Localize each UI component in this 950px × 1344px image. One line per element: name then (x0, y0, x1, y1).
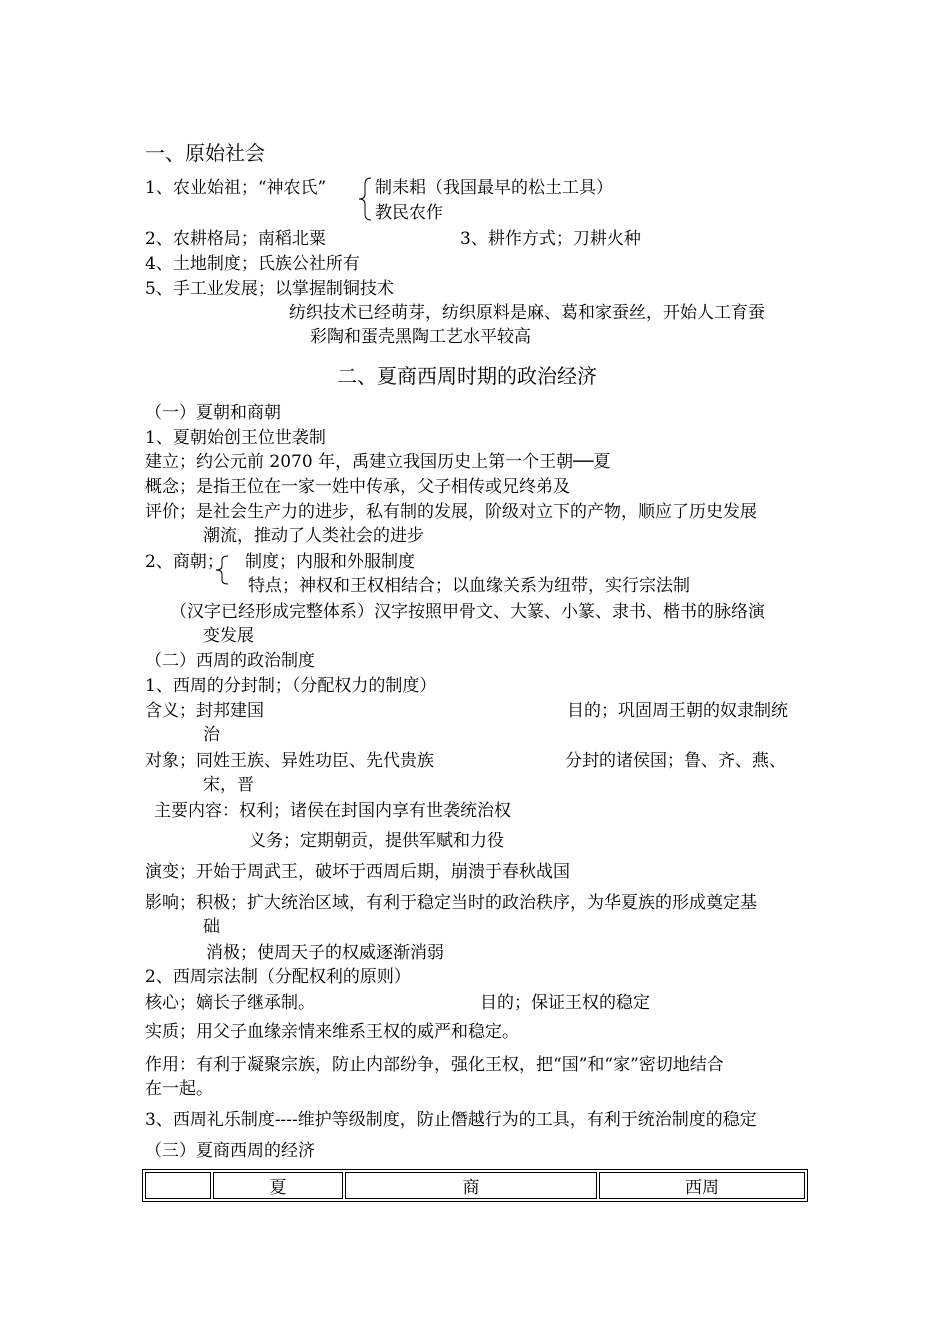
fenfeng-purpose-line1: 目的；巩固周王朝的奴隶制统 (567, 701, 788, 721)
table-header-row (145, 1172, 805, 1199)
agri-ancestor-prefix: 1、农业始祖；“神农氏” (145, 178, 327, 198)
farming-method: 3、耕作方式；刀耕火种 (460, 229, 641, 249)
farming-pattern: 2、农耕格局；南稻北粟 (145, 229, 326, 249)
xia-concept: 概念；是指王位在一家一姓中传承，父子相传或兄终弟及 (145, 477, 570, 497)
fenfeng-impact-line1: 影响；积极；扩大统治区域，有利于稳定当时的政治秩序，为华夏族的形成奠定基 (145, 893, 757, 913)
zongfa-effect-line2: 在一起。 (145, 1079, 213, 1099)
fenfeng-object: 对象；同姓王族、异姓功臣、先代贵族 (145, 751, 434, 771)
fenfeng-heading: 1、西周的分封制；（分配权力的制度） (145, 676, 437, 696)
hanzi-line2: 变发展 (203, 626, 254, 646)
land-system: 4、土地制度；氏族公社所有 (145, 254, 360, 274)
fenfeng-states-line1: 分封的诸侯国；鲁、齐、燕、 (565, 751, 786, 771)
left-brace-icon (357, 176, 373, 222)
subsection-economy: （三）夏商西周的经济 (145, 1141, 315, 1161)
xia-evaluation-line2: 潮流，推动了人类社会的进步 (203, 526, 424, 546)
section2-title: 二、夏商西周时期的政治经济 (337, 364, 597, 388)
table-header-blank (145, 1172, 211, 1199)
shang-feature: 特点；神权和王权相结合；以血缘关系为纽带，实行宗法制 (248, 576, 690, 596)
fenfeng-impact-negative: 消极；使周天子的权威逐渐消弱 (206, 943, 444, 963)
handicraft: 5、手工业发展；以掌握制铜技术 (145, 279, 394, 299)
liyue-system: 3、西周礼乐制度----维护等级制度，防止僭越行为的工具，有利于统治制度的稳定 (145, 1110, 757, 1130)
hanzi-line1: （汉字已经形成完整体系）汉字按照甲骨文、大篆、小篆、隶书、楷书的脉络演 (170, 602, 765, 622)
zongfa-purpose: 目的；保证王权的稳定 (480, 993, 650, 1013)
fenfeng-purpose-line2: 治 (203, 725, 220, 745)
subsection-western-zhou-politics: （二）西周的政治制度 (145, 651, 315, 671)
fenfeng-meaning: 含义；封邦建国 (145, 701, 264, 721)
economy-table (142, 1169, 808, 1202)
table-header-shang: 商 (345, 1172, 597, 1199)
table-header-xia: 夏 (213, 1172, 343, 1199)
zongfa-heading: 2、西周宗法制（分配权利的原则） (145, 967, 411, 987)
handicraft-pottery: 彩陶和蛋壳黑陶工艺水平较高 (310, 327, 531, 347)
shang-system: 制度；内服和外服制度 (245, 552, 415, 572)
fenfeng-rights: 主要内容：权利；诸侯在封国内享有世袭统治权 (154, 801, 511, 821)
shang-prefix: 2、商朝； (145, 552, 224, 572)
zongfa-essence: 实质；用父子血缘亲情来维系王权的威严和稳定。 (145, 1022, 519, 1042)
table-header-western-zhou: 西周 (599, 1172, 805, 1199)
fenfeng-states-line2: 宋，晋 (203, 775, 254, 795)
handicraft-textile: 纺织技术已经萌芽，纺织原料是麻、葛和家蚕丝，开始人工育蚕 (289, 303, 765, 323)
xia-establish: 建立；约公元前 2070 年，禹建立我国历史上第一个王朝──夏 (145, 452, 611, 472)
left-brace-icon (214, 554, 230, 586)
xia-heading: 1、夏朝始创王位世袭制 (145, 428, 326, 448)
agri-ancestor-item-2: 教民农作 (375, 203, 443, 223)
zongfa-core: 核心；嫡长子继承制。 (145, 993, 315, 1013)
fenfeng-evolution: 演变；开始于周武王，破坏于西周后期，崩溃于春秋战国 (145, 862, 570, 882)
agri-ancestor-item-1: 制耒耜（我国最早的松土工具） (375, 178, 613, 198)
fenfeng-duty: 义务；定期朝贡，提供军赋和力役 (249, 831, 504, 851)
zongfa-effect-line1: 作用：有利于凝聚宗族，防止内部纷争，强化王权，把“国”和“家”密切地结合 (145, 1055, 724, 1075)
fenfeng-impact-line2: 础 (203, 917, 220, 937)
subsection-xia-shang: （一）夏朝和商朝 (145, 403, 281, 423)
section1-title: 一、原始社会 (145, 141, 265, 165)
xia-evaluation-line1: 评价；是社会生产力的进步，私有制的发展，阶级对立下的产物，顺应了历史发展 (145, 502, 757, 522)
